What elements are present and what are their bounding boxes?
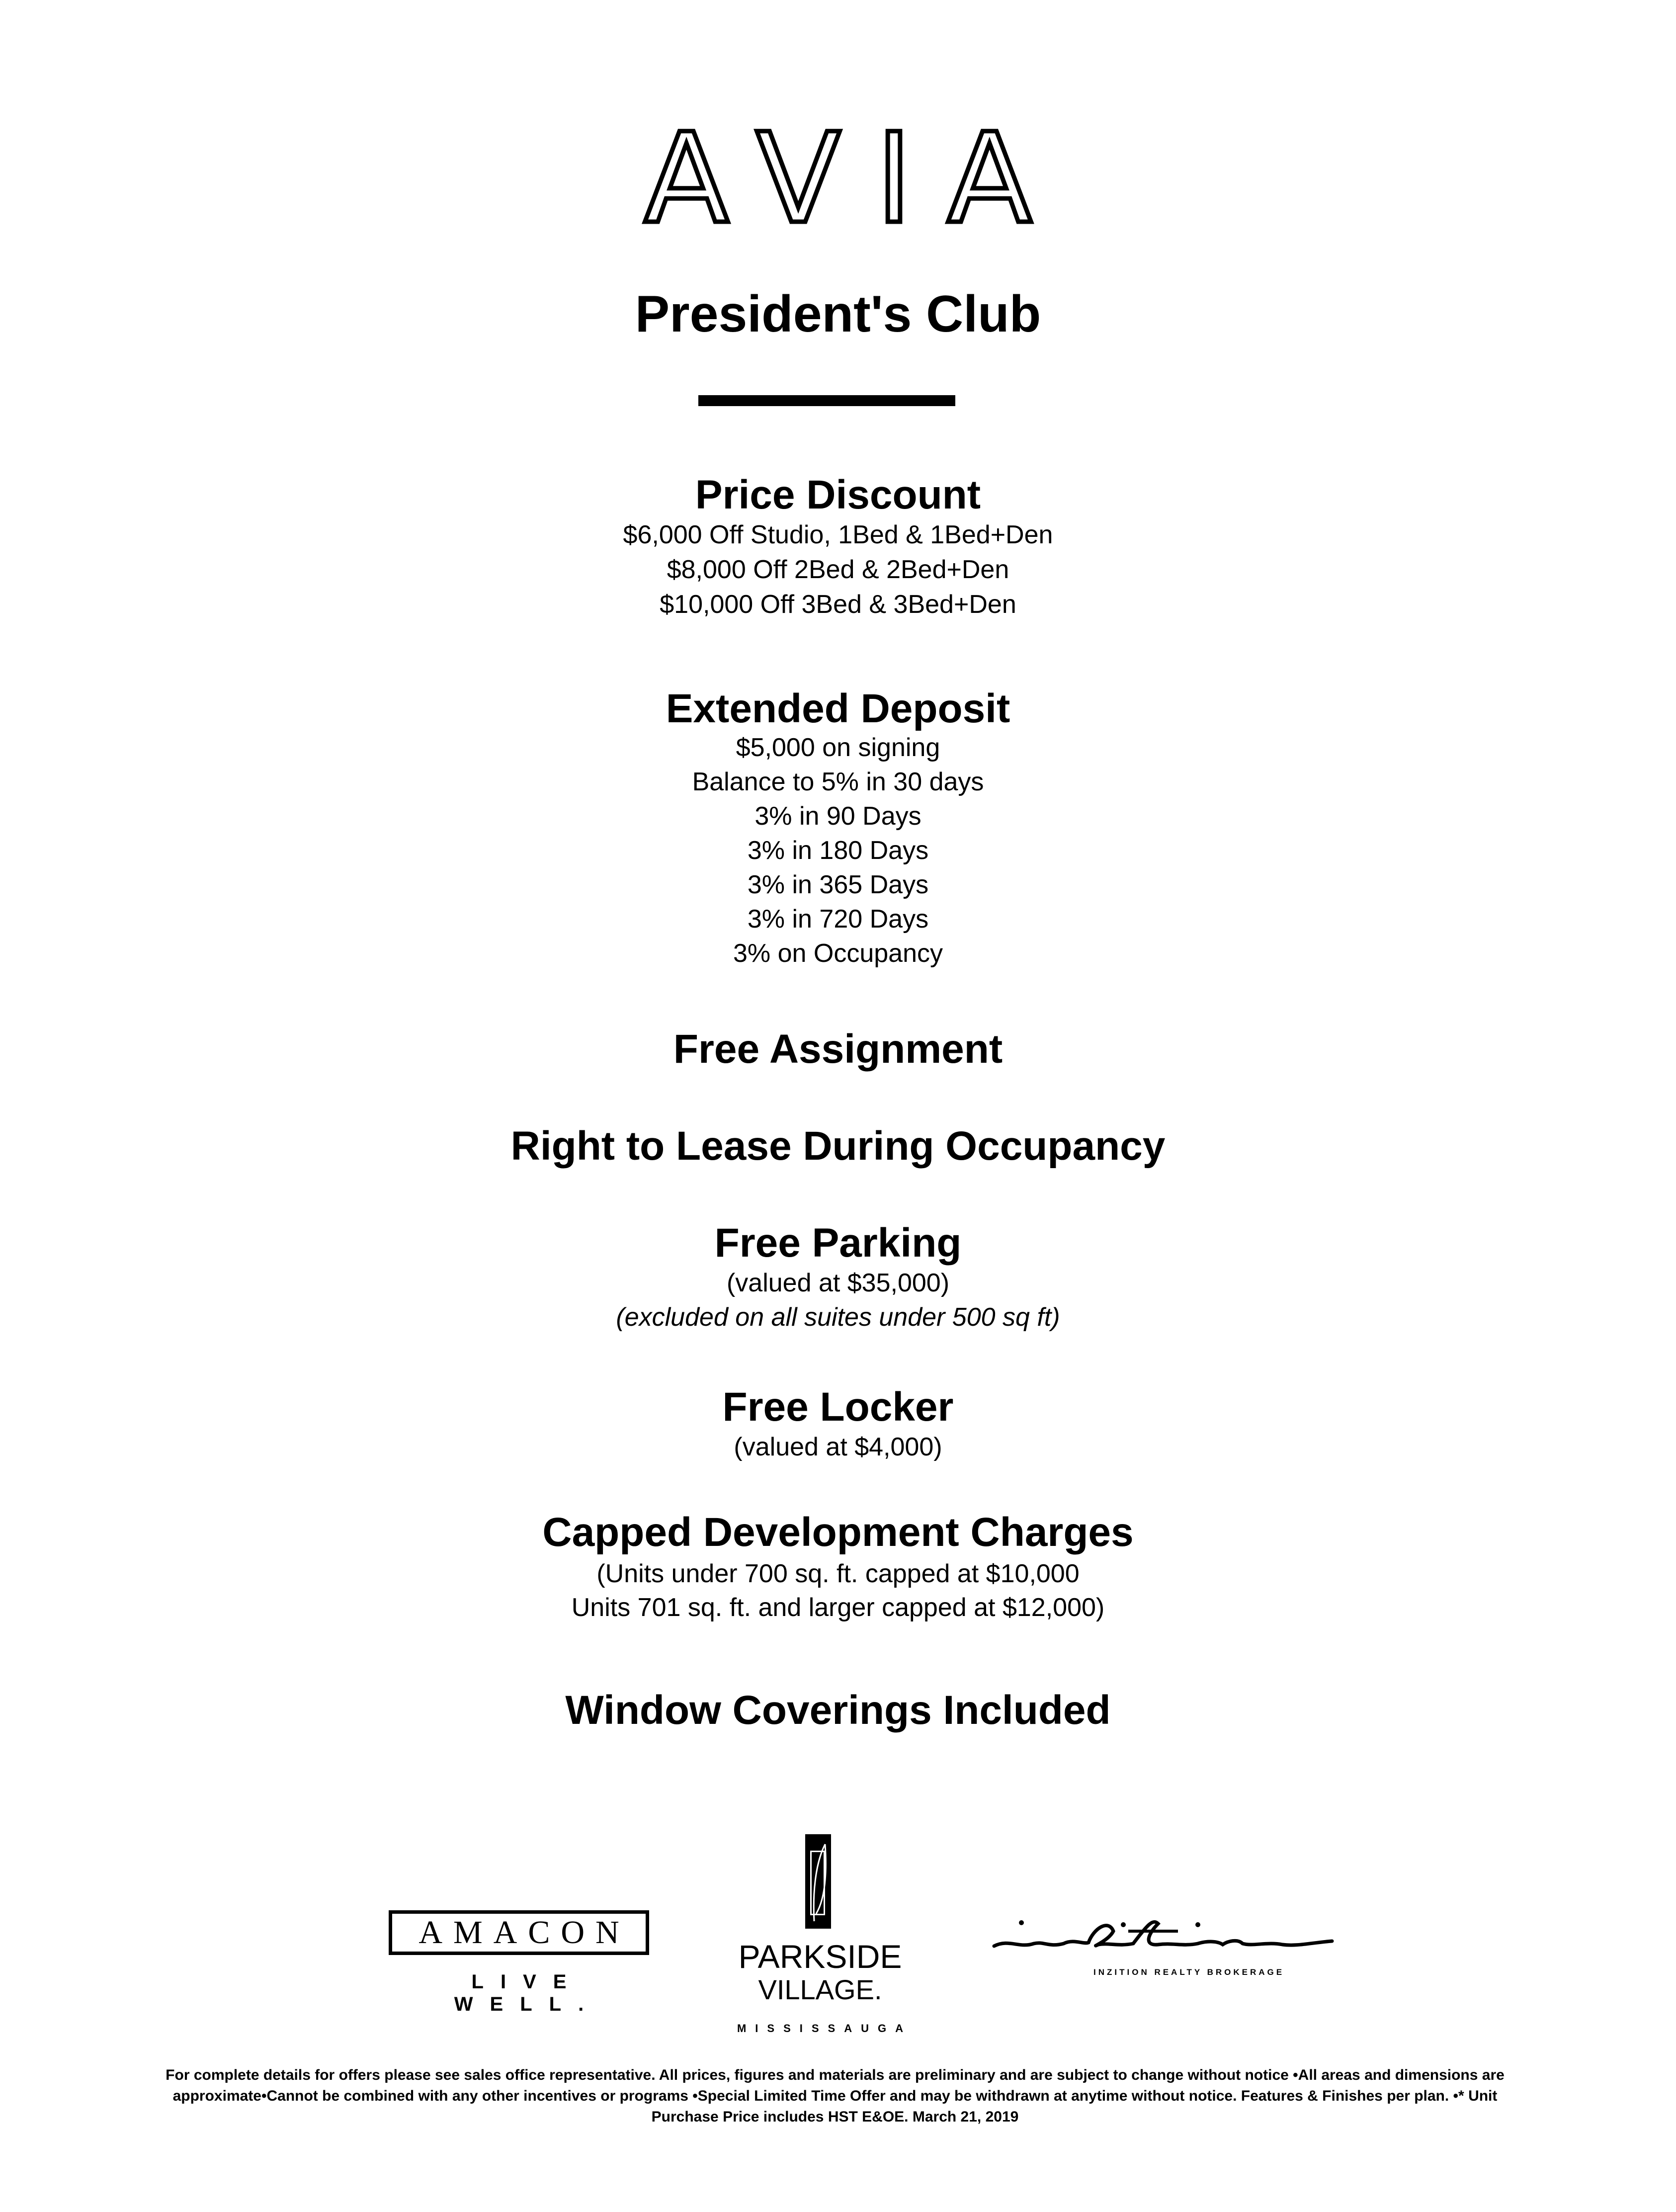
price-discount-line: $8,000 Off 2Bed & 2Bed+Den [667, 555, 1009, 584]
title-divider [698, 395, 955, 406]
deposit-line: 3% in 720 Days [747, 905, 929, 934]
parkside-leaf-icon [805, 1834, 831, 1929]
amacon-logo [389, 1910, 649, 1955]
leaf-stroke-icon [805, 1834, 831, 1929]
section-heading-right-to-lease: Right to Lease During Occupancy [510, 1123, 1166, 1169]
parkside-logo-name: PARKSIDE [738, 1938, 902, 1975]
section-heading-price-discount: Price Discount [695, 472, 981, 517]
price-discount-line: $10,000 Off 3Bed & 3Bed+Den [660, 590, 1016, 619]
disclaimer-line: Purchase Price includes HST E&OE. March 21, 2019 [651, 2109, 1019, 2125]
amacon-logo-text: AMACON [419, 1914, 630, 1951]
parking-note: (excluded on all suites under 500 sq ft) [616, 1303, 1060, 1332]
locker-value: (valued at $4,000) [734, 1433, 942, 1461]
deposit-line: 3% in 180 Days [747, 836, 929, 865]
section-heading-extended-deposit: Extended Deposit [666, 686, 1010, 731]
avia-logo: AVIA [644, 106, 1067, 251]
parking-value: (valued at $35,000) [726, 1269, 950, 1297]
development-charges-line: (Units under 700 sq. ft. capped at $10,000 [596, 1559, 1080, 1588]
section-heading-free-parking: Free Parking [714, 1220, 962, 1266]
section-heading-capped-development-charges: Capped Development Charges [542, 1510, 1134, 1555]
parkside-logo-sub: VILLAGE. [758, 1974, 882, 2005]
section-heading-free-locker: Free Locker [722, 1384, 954, 1430]
deposit-line: 3% in 90 Days [754, 802, 922, 831]
inzition-script-logo [989, 1914, 1337, 1954]
deposit-line: 3% on Occupancy [733, 939, 943, 968]
section-heading-free-assignment: Free Assignment [673, 1026, 1003, 1072]
deposit-line: $5,000 on signing [736, 733, 940, 762]
amacon-tagline: LIVE WELL. [454, 1971, 601, 2015]
page-title: President's Club [635, 285, 1041, 343]
price-discount-line: $6,000 Off Studio, 1Bed & 1Bed+Den [623, 520, 1053, 549]
disclaimer-line: approximate•Cannot be combined with any other incentives or programs •Special Limited Time Offer and may be withdrawn at anytime without notice. Features & Finishes per plan. •* Unit [172, 2088, 1498, 2104]
disclaimer-line: For complete details for offers please see sales office representative. All prices, figures and materials are preliminary and are subject to change without notice •All areas and dimensions are [166, 2067, 1505, 2083]
deposit-line: Balance to 5% in 30 days [692, 767, 984, 796]
deposit-line: 3% in 365 Days [747, 870, 929, 899]
parkside-logo-city: MISSISSAUGA [737, 2022, 913, 2035]
section-heading-window-coverings: Window Coverings Included [565, 1688, 1111, 1733]
development-charges-line: Units 701 sq. ft. and larger capped at $12,000) [571, 1593, 1105, 1622]
inzition-tagline: INZITION REALTY BROKERAGE [1093, 1967, 1285, 1977]
